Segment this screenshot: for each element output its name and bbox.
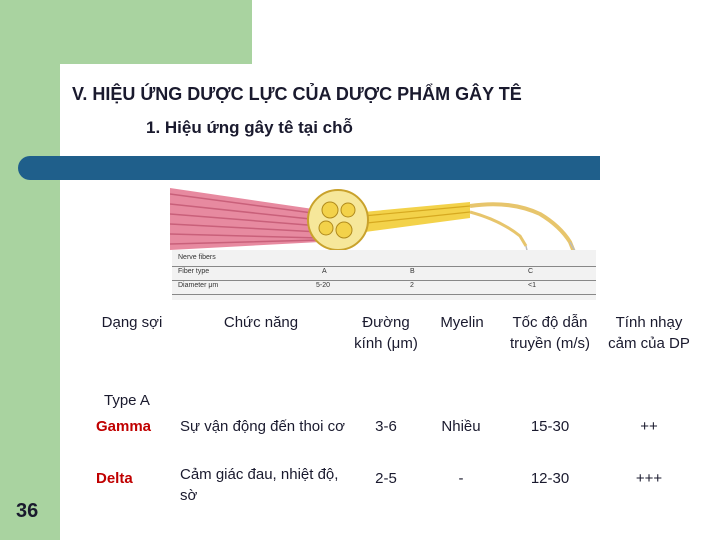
row-type: Delta <box>96 470 133 487</box>
row-sensitivity: +++ <box>635 470 663 487</box>
row-myelin: Nhiều <box>441 418 481 435</box>
fiber-legend-b: B <box>410 268 415 275</box>
fiber-legend-row <box>172 280 596 295</box>
header-myelin: Myelin <box>440 314 484 331</box>
slide-title: V. HIỆU ỨNG DƯỢC LỰC CỦA DƯỢC PHẨM GÂY TÊ <box>72 84 522 104</box>
row-speed: 12-30 <box>530 470 570 487</box>
row-diameter: 3-6 <box>375 418 397 435</box>
header-speed: Tốc độ dẫn truyền (m/s) <box>509 314 590 352</box>
fiber-legend-label: Fiber type <box>178 268 210 275</box>
fiber-legend-c: C <box>528 268 534 275</box>
row-function: Cảm giác đau, nhiệt độ, sờ <box>180 466 339 504</box>
green-left-band <box>0 0 60 540</box>
row-speed: 15-30 <box>530 418 570 435</box>
row-function: Sự vận động đến thoi cơ <box>180 418 345 435</box>
fiber-legend-row <box>172 252 596 267</box>
fiber-legend-a: 5-20 <box>316 282 331 289</box>
row-sensitivity: ++ <box>640 418 658 435</box>
row-diameter: 2-5 <box>375 470 397 487</box>
group-label: Type A <box>104 392 150 409</box>
fiber-legend-label: Nerve fibers <box>178 254 216 261</box>
title-divider-bar <box>18 156 600 180</box>
header-sensitivity: Tính nhạy cảm của DP <box>608 314 690 352</box>
fiber-legend-a: A <box>322 268 327 275</box>
row-myelin: - <box>458 470 464 487</box>
header-function: Chức năng <box>223 314 299 331</box>
header-diameter: Đường kính (μm) <box>354 314 418 352</box>
fiber-legend-c: <1 <box>528 282 536 289</box>
header-type: Dạng sợi <box>101 314 163 331</box>
row-type: Gamma <box>96 418 152 435</box>
slide-subtitle: 1. Hiệu ứng gây tê tại chỗ <box>146 118 353 137</box>
fiber-legend-row <box>172 266 596 281</box>
fiber-legend-label: Diameter μm <box>178 282 219 289</box>
fiber-legend-b: 2 <box>410 282 414 289</box>
slide-number: 36 <box>16 500 39 522</box>
